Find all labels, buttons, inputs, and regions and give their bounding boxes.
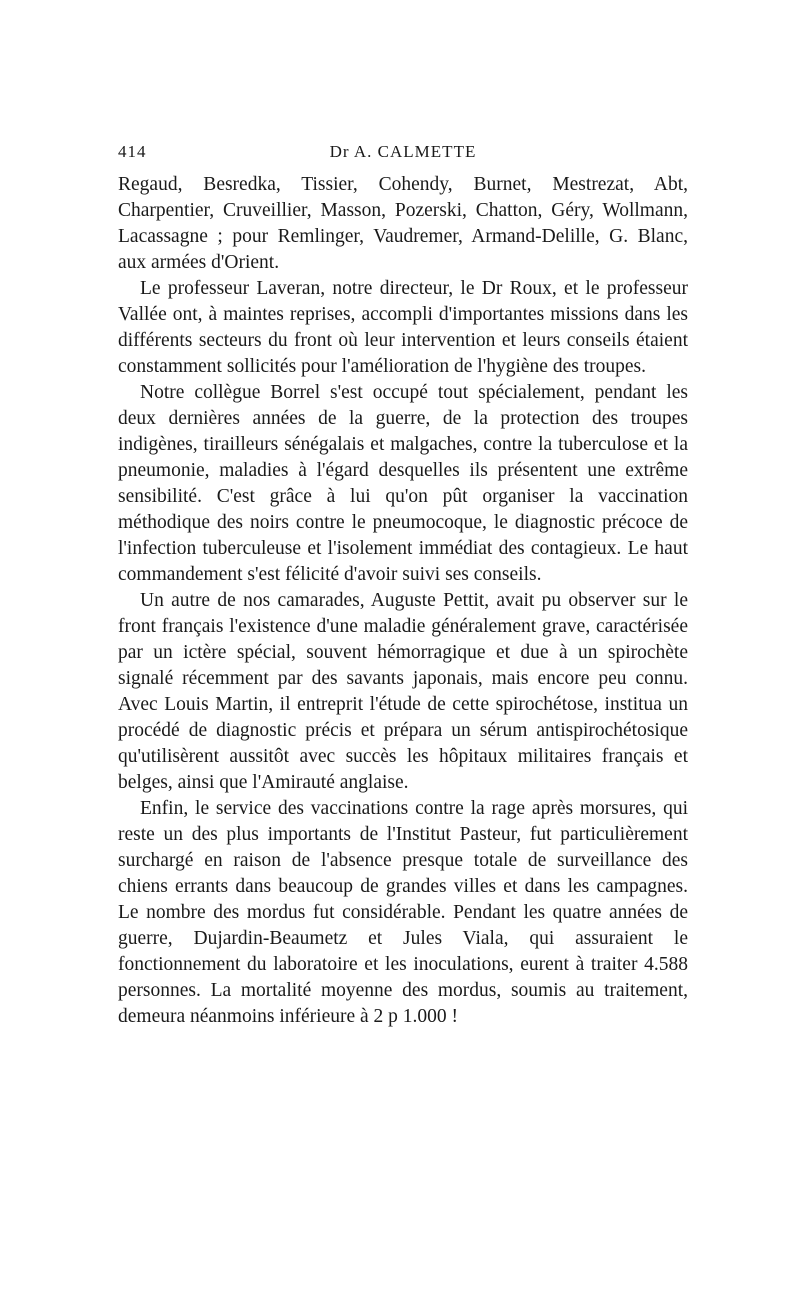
paragraph-laveran-missions: Le professeur Laveran, notre directeur, le Dr Roux, et le professeur Vallée ont, à maintes reprises, accompli d'importantes missions dans les différents secteurs du front où leur intervention et leurs conseils étaient constamment sollicités pour l'amélioration de l'hygiène des troupes.: [118, 278, 688, 377]
page-header: [118, 142, 688, 166]
running-head: Dr A. CALMETTE: [329, 142, 477, 161]
paragraph-rabies-service: Enfin, le service des vaccinations contre la rage après morsures, qui reste un des plus importants de l'Institut Pasteur, fut particulièrement surchargé en raison de l'absence presque totale de surveillance des chiens errants dans beaucoup de grandes villes et dans les campagnes. Le nombre des mordus fut considérable. Pendant les quatre années de guerre, Dujardin-Beaumetz et Jules Viala, qui assuraient le fonctionnement du laboratoire et les inoculations, eurent à traiter 4.588 personnes. La mortalité moyenne des mordus, soumis au traitement, demeura néanmoins inférieure à 2 p 1.000 !: [118, 798, 688, 1027]
paragraph-pettit-spirochetosis: Un autre de nos camarades, Auguste Pettit, avait pu observer sur le front français l'existence d'une maladie généralement grave, caractérisée par un ictère spécial, souvent hémorragique et due à un spirochète signalé récemment par des savants japonais, mais encore peu connu. Avec Louis Martin, il entreprit l'étude de cette spirochétose, institua un procédé de diagnostic précis et prépara un sérum antispirochétosique qu'utilisèrent aussitôt avec succès les hôpitaux militaires français et belges, ainsi que l'Amirauté anglaise.: [118, 590, 688, 793]
body-text: [118, 172, 688, 1030]
page-number: 414: [118, 142, 147, 161]
paragraph-continuation: Regaud, Besredka, Tissier, Cohendy, Burnet, Mestrezat, Abt, Charpentier, Cruveillier, Masson, Pozerski, Chatton, Géry, Wollmann, Lacassagne ; pour Remlinger, Vaudremer, Armand-Delille, G. Blanc, aux armées d'Orient.: [118, 174, 688, 273]
paragraph-borrel-indigenous-troops: Notre collègue Borrel s'est occupé tout spécialement, pendant les deux dernières années de la guerre, de la protection des troupes indigènes, tirailleurs sénégalais et malgaches, contre la tuberculose et la pneumonie, maladies à l'égard desquelles ils présentent une extrême sensibilité. C'est grâce à lui qu'on pût organiser la vaccination méthodique des noirs contre le pneumocoque, le diagnostic précoce de l'infection tuberculeuse et l'isolement immédiat des contagieux. Le haut commandement s'est félicité d'avoir suivi ses conseils.: [118, 382, 688, 585]
